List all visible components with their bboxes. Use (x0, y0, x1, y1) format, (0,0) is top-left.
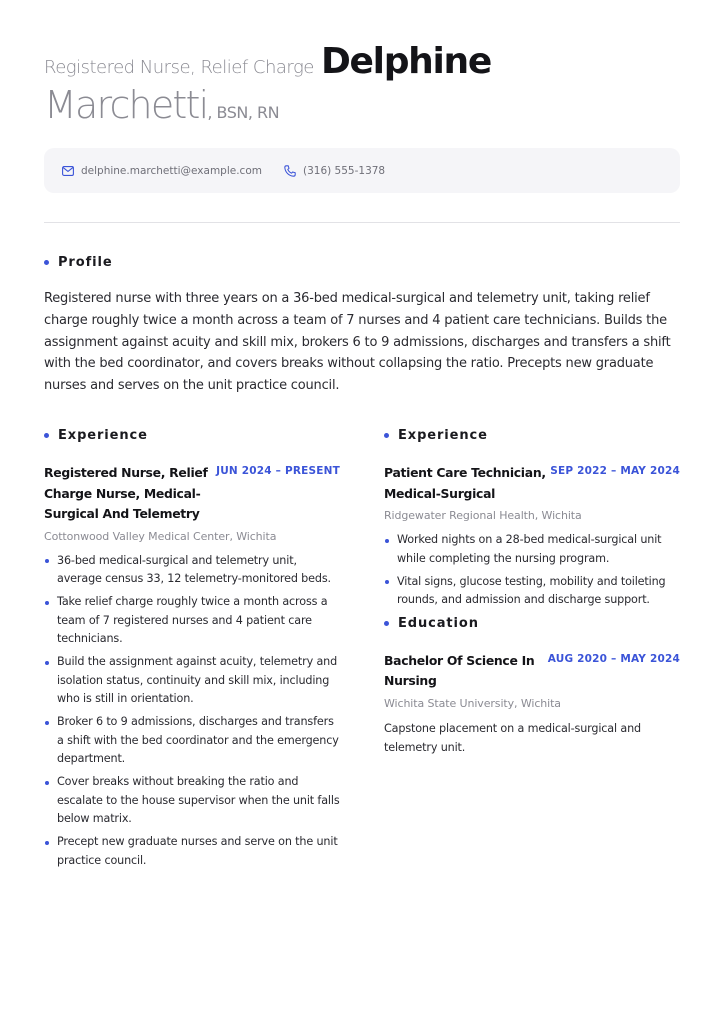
school (384, 697, 680, 710)
title-line (44, 41, 684, 82)
list-item: Take relief charge roughly twice a month across a team of 7 registered nurses and 4 patient care technicians. (44, 593, 340, 649)
list-item: Cover breaks without breaking the ratio and escalate to the house supervisor when the unit falls below matrix. (44, 773, 340, 829)
employer (44, 530, 340, 543)
education-heading (384, 616, 680, 631)
list-item: Vital signs, glucose testing, mobility and toileting rounds, and admission and discharge support. (384, 573, 680, 610)
phone-text[interactable]: (316) 555-1378 (302, 164, 386, 177)
contact-phone[interactable] (284, 165, 385, 177)
list-item: Worked nights on a 28-bed medical-surgical unit while completing the nursing program. (384, 531, 680, 568)
list-item: Broker 6 to 9 admissions, discharges and transfers a shift with the bed coordinator and the emergency department. (44, 713, 340, 769)
job-dates: SEP 2022 – MAY 2024 (550, 465, 680, 477)
experience-section-left (44, 428, 340, 875)
email-text[interactable]: delphine.marchetti@example.com (81, 164, 262, 177)
experience-heading (44, 428, 340, 443)
list-item: Build the assignment against acuity, telemetry and isolation status, continuity and skill mix, including who is still in orientation. (44, 653, 340, 709)
mail-icon (62, 166, 74, 176)
education-dates: AUG 2020 – MAY 2024 (547, 652, 680, 665)
job-header (384, 463, 680, 504)
experience-section-right (384, 428, 680, 757)
profile-summary: Registered nurse with three years on a 36-bed medical-surgical and telemetry unit, taking relief charge roughly twice a month across a team of 7 nurses and 4 patient care technicians. Builds the assignment against acuity and skill mix, brokers 6 to 9 admissions, discharges and transfers a shift with the bed coordinator, and covers breaks without collapsing the ratio. Precepts new graduate nurses and serves on the unit practice council. (44, 291, 671, 394)
list-item: 36-bed medical-surgical and telemetry unit, average census 33, 12 telemetry-monitored beds. (44, 552, 340, 589)
employer (384, 509, 680, 522)
bullet-dot (384, 433, 389, 438)
degree-title: Bachelor Of Science In Nursing (384, 652, 535, 688)
credentials: , BSN, RN (207, 103, 280, 122)
contact-email[interactable] (62, 165, 262, 177)
contact-bar (44, 148, 680, 193)
phone-icon (284, 165, 296, 177)
job-bullets (44, 552, 340, 871)
job-role: Registered Nurse, Relief Charge (44, 57, 314, 78)
bullet-dot (384, 621, 389, 626)
list-item: Precept new graduate nurses and serve on the unit practice council. (44, 833, 340, 870)
bullet-dot (44, 260, 49, 265)
employer-location: , Wichita (534, 509, 582, 522)
employer-location: , Wichita (229, 529, 277, 543)
job-title: Patient Care Technician, Medical-Surgical (384, 465, 546, 501)
profile-heading-label: Profile (58, 255, 113, 270)
education-header (384, 651, 680, 692)
profile-heading (44, 255, 684, 270)
employer-name: Cottonwood Valley Medical Center (44, 529, 230, 543)
education-description: Capstone placement on a medical-surgical and telemetry unit. (384, 721, 641, 754)
job-header (44, 463, 340, 525)
job-title: Registered Nurse, Relief Charge Nurse, Medical-Surgical And Telemetry (44, 465, 208, 521)
education-heading-label: Education (398, 615, 479, 631)
last-name: Marchetti (44, 83, 208, 127)
name-line (44, 83, 684, 127)
resume-header (44, 41, 684, 127)
first-name: Delphine (320, 41, 491, 82)
profile-section (44, 255, 684, 397)
experience-heading-label: Experience (398, 428, 488, 443)
bullet-dot (44, 433, 49, 438)
divider (44, 222, 680, 223)
employer-name: Ridgewater Regional Health (384, 509, 535, 522)
job-dates: JUN 2024 – PRESENT (216, 465, 340, 477)
school-name: Wichita State University (384, 696, 515, 710)
job-bullets (384, 531, 680, 610)
school-location: , Wichita (514, 696, 561, 710)
experience-heading-label: Experience (58, 428, 148, 443)
experience-heading (384, 428, 680, 443)
